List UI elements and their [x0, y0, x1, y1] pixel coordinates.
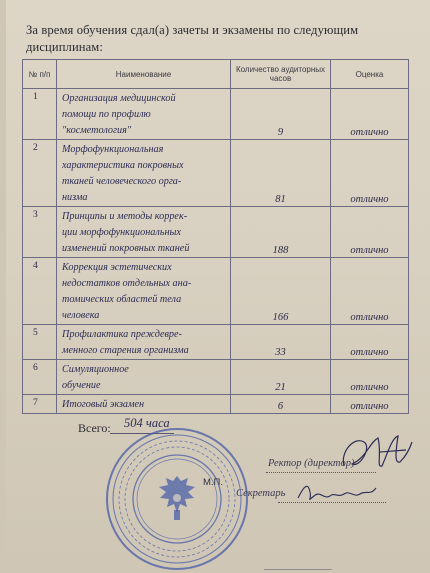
secretary-label: Секретарь [236, 488, 286, 499]
footer-printer-imprint: ▁▁▁▁▁▁▁▁▁▁▁▁▁▁▁▁▁▁▁▁▁▁ [264, 565, 332, 570]
row-grade: отлично [331, 325, 409, 360]
row-num: 6 [23, 360, 57, 395]
header-num: № п/п [23, 60, 57, 89]
row-hours: 6 [231, 395, 331, 414]
seal-place-label: М.П. [203, 477, 224, 488]
table-row [23, 89, 409, 140]
row-hours: 9 [231, 89, 331, 140]
row-hours: 33 [231, 325, 331, 360]
row-grade: отлично [331, 258, 409, 325]
header-name: Наименование [57, 60, 231, 89]
intro-text: За время обучения сдал(а) зачеты и экзамены по следующим дисциплинам: [26, 23, 359, 54]
row-discipline: Итоговый экзамен [57, 395, 231, 414]
official-seal-stamp [102, 424, 252, 573]
table-row [23, 258, 409, 325]
secretary-signature [294, 478, 378, 508]
row-grade: отлично [331, 207, 409, 258]
row-grade: отлично [331, 89, 409, 140]
table-header-row [23, 60, 409, 89]
row-num: 2 [23, 140, 57, 207]
row-num: 5 [23, 325, 57, 360]
rector-signature [336, 428, 416, 480]
table-row [23, 360, 409, 395]
row-hours: 166 [231, 258, 331, 325]
row-num: 4 [23, 258, 57, 325]
row-hours: 81 [231, 140, 331, 207]
header-hours: Количество аудиторных часов [231, 60, 331, 89]
row-grade: отлично [331, 360, 409, 395]
total-label: Всего: [78, 421, 111, 435]
row-grade: отлично [331, 395, 409, 414]
row-discipline: Коррекция эстетических недостатков отдельных ана- томических областей тела человека [57, 258, 231, 325]
row-num: 3 [23, 207, 57, 258]
grades-table [22, 59, 409, 414]
row-grade: отлично [331, 140, 409, 207]
table-row [23, 325, 409, 360]
row-hours: 21 [231, 360, 331, 395]
row-discipline: Симуляционное обучение [57, 360, 231, 395]
row-num: 7 [23, 395, 57, 414]
header-grade: Оценка [331, 60, 409, 89]
row-hours: 188 [231, 207, 331, 258]
row-discipline: Принципы и методы коррек- ции морфофункциональных изменений покровных тканей [57, 207, 231, 258]
table-row [23, 207, 409, 258]
diploma-supplement-page [6, 0, 430, 573]
row-discipline: Организация медицинской помощи по профилю "косметология" [57, 89, 231, 140]
total-value: 504 часа [124, 416, 170, 430]
row-num: 1 [23, 89, 57, 140]
row-discipline: Морфофункциональная характеристика покровных тканей человеческого орга- низма [57, 140, 231, 207]
table-row [23, 395, 409, 414]
eagle-emblem-icon [159, 476, 195, 520]
rector-label: Ректор (директор) [268, 458, 355, 469]
row-discipline: Профилактика преждевре- менного старения организма [57, 325, 231, 360]
table-row [23, 140, 409, 207]
